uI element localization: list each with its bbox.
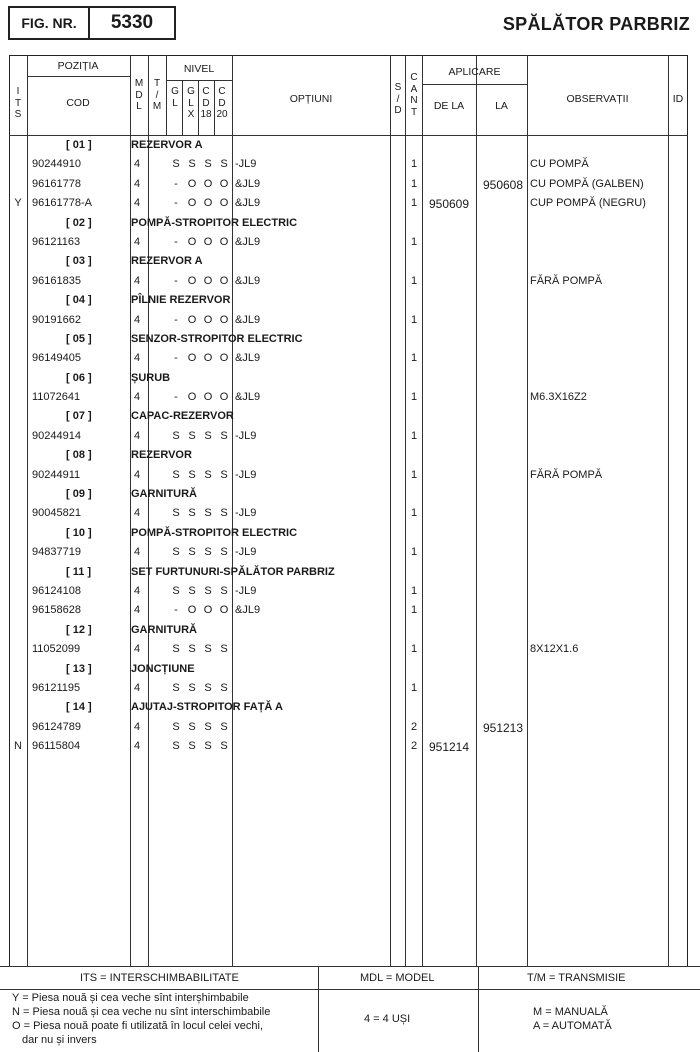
- lv1: S: [172, 429, 180, 442]
- lv4: O: [219, 604, 229, 617]
- cant-cell: 2: [410, 740, 418, 753]
- cod-cell: 96121163: [32, 235, 81, 248]
- dela-cell: 951214: [428, 740, 470, 755]
- lv3: O: [203, 391, 213, 404]
- table-row: [0, 504, 700, 523]
- table-row: [0, 466, 700, 485]
- table-row: [0, 543, 700, 562]
- lv1: S: [172, 584, 180, 597]
- lv3: O: [203, 352, 213, 365]
- lv2: O: [187, 274, 197, 287]
- section-name: ȘURUB: [131, 371, 171, 384]
- cant-cell: 1: [410, 681, 418, 694]
- col-header-cd18: C D 18: [200, 86, 212, 120]
- mdl-cell: 4: [134, 643, 141, 656]
- section-position: [ 09 ]: [66, 488, 92, 501]
- lv4: S: [220, 546, 228, 559]
- lv1: S: [172, 681, 180, 694]
- figure-number: 5330: [110, 12, 154, 33]
- legend-manual: M = MANUALĂ: [533, 1006, 608, 1018]
- page-title: SPĂLĂTOR PARBRIZ: [502, 14, 690, 34]
- cod-cell: 96115804: [32, 740, 81, 753]
- cod-cell: 96124108: [32, 584, 81, 597]
- mdl-cell: 4: [134, 197, 141, 210]
- legend: [0, 966, 700, 1052]
- table-row: [0, 679, 700, 698]
- col-header-id: ID: [672, 93, 684, 105]
- mdl-cell: 4: [134, 352, 141, 365]
- opt-cell: -JL9: [235, 507, 257, 520]
- col-header-gl: G L: [171, 86, 179, 109]
- lv2: S: [188, 546, 196, 559]
- section-row: [0, 369, 700, 388]
- section-name: GARNITURĂ: [131, 623, 197, 636]
- mdl-cell: 4: [134, 507, 141, 520]
- section-row: [0, 621, 700, 640]
- lv3: S: [204, 584, 212, 597]
- col-header-sd: S / D: [394, 82, 402, 116]
- mdl-cell: 4: [134, 391, 141, 404]
- cod-cell: 96124789: [32, 720, 81, 733]
- cod-cell: 96158628: [32, 604, 81, 617]
- section-name: AJUTAJ-STROPITOR FAȚĂ A: [131, 701, 283, 714]
- opt-cell: &JL9: [235, 235, 261, 248]
- lv4: O: [219, 177, 229, 190]
- mdl-cell: 4: [134, 177, 141, 190]
- section-position: [ 07 ]: [66, 410, 92, 423]
- col-header-pozitia: POZIȚIA: [57, 60, 99, 72]
- section-row: [0, 660, 700, 679]
- lv3: S: [204, 643, 212, 656]
- table-row: [0, 194, 700, 213]
- table-row: [0, 601, 700, 620]
- mdl-cell: 4: [134, 429, 141, 442]
- cant-cell: 1: [410, 352, 418, 365]
- lv1: S: [172, 468, 180, 481]
- col-header-its: I T S: [14, 86, 22, 120]
- section-row: [0, 698, 700, 717]
- lv3: O: [203, 274, 213, 287]
- lv3: O: [203, 177, 213, 190]
- lv3: O: [203, 235, 213, 248]
- col-header-observatii: OBSERVAȚII: [566, 93, 629, 105]
- section-position: [ 12 ]: [66, 623, 92, 636]
- header-line: [27, 76, 130, 77]
- lv3: S: [204, 429, 212, 442]
- table-row: [0, 175, 700, 194]
- mdl-cell: 4: [134, 546, 141, 559]
- lv3: O: [203, 604, 213, 617]
- opt-cell: &JL9: [235, 313, 261, 326]
- section-name: CAPAC-REZERVOR: [131, 410, 234, 423]
- lv3: S: [204, 468, 212, 481]
- lv2: O: [187, 352, 197, 365]
- cant-cell: 2: [410, 720, 418, 733]
- legend-o1: O = Piesa nouă poate fi utilizată în locul celei vechi,: [12, 1020, 264, 1032]
- lv3: S: [204, 720, 212, 733]
- legend-tm-title: T/M = TRANSMISIE: [527, 972, 626, 984]
- section-position: [ 10 ]: [66, 526, 92, 539]
- lv4: S: [220, 681, 228, 694]
- lv3: S: [204, 681, 212, 694]
- lv2: S: [188, 429, 196, 442]
- obs-cell: CUP POMPĂ (NEGRU): [530, 197, 646, 210]
- lv4: O: [219, 313, 229, 326]
- lv3: S: [204, 546, 212, 559]
- obs-cell: M6.3X16Z2: [530, 391, 587, 404]
- opt-cell: &JL9: [235, 604, 261, 617]
- col-header-dela: DE LA: [433, 100, 465, 112]
- mdl-cell: 4: [134, 235, 141, 248]
- lv4: S: [220, 507, 228, 520]
- lv2: S: [188, 584, 196, 597]
- col-header-cant: C A N T: [410, 72, 418, 118]
- cant-cell: 1: [410, 391, 418, 404]
- lv4: O: [219, 235, 229, 248]
- section-position: [ 04 ]: [66, 294, 92, 307]
- lv4: S: [220, 468, 228, 481]
- section-position: [ 05 ]: [66, 332, 92, 345]
- section-name: SET FURTUNURI-SPĂLĂTOR PARBRIZ: [131, 565, 335, 578]
- lv1: -: [174, 604, 178, 617]
- col-header-la: LA: [495, 100, 508, 112]
- header-line: [166, 80, 232, 81]
- lv2: S: [188, 507, 196, 520]
- lv1: -: [174, 391, 178, 404]
- section-row: [0, 446, 700, 465]
- lv1: S: [172, 158, 180, 171]
- lv2: S: [188, 643, 196, 656]
- opt-cell: -JL9: [235, 546, 257, 559]
- lv4: S: [220, 643, 228, 656]
- section-name: REZERVOR: [131, 449, 192, 462]
- section-position: [ 03 ]: [66, 255, 92, 268]
- col-header-cod: COD: [66, 97, 90, 109]
- lv2: O: [187, 235, 197, 248]
- section-name: SENZOR-STROPITOR ELECTRIC: [131, 332, 303, 345]
- lv3: O: [203, 313, 213, 326]
- mdl-cell: 4: [134, 681, 141, 694]
- table-row: [0, 272, 700, 291]
- cant-cell: 1: [410, 429, 418, 442]
- legend-mdl-title: MDL = MODEL: [360, 972, 435, 984]
- section-row: [0, 330, 700, 349]
- cant-cell: 1: [410, 507, 418, 520]
- mdl-cell: 4: [134, 158, 141, 171]
- lv1: -: [174, 197, 178, 210]
- legend-n: N = Piesa nouă și cea veche nu sînt interschimbabile: [12, 1006, 271, 1018]
- cant-cell: 1: [410, 177, 418, 190]
- section-position: [ 11 ]: [66, 565, 92, 578]
- cant-cell: 1: [410, 313, 418, 326]
- lv4: S: [220, 720, 228, 733]
- section-row: [0, 524, 700, 543]
- col-header-aplicare: APLICARE: [448, 66, 501, 78]
- lv1: -: [174, 274, 178, 287]
- table-row: [0, 233, 700, 252]
- lv2: O: [187, 313, 197, 326]
- cant-cell: 1: [410, 604, 418, 617]
- figure-number-box: [8, 6, 176, 40]
- cant-cell: 1: [410, 643, 418, 656]
- mdl-cell: 4: [134, 740, 141, 753]
- mdl-cell: 4: [134, 584, 141, 597]
- cant-cell: 1: [410, 546, 418, 559]
- dela-cell: 950609: [428, 197, 470, 212]
- cod-cell: 11052099: [32, 643, 81, 656]
- section-name: GARNITURĂ: [131, 488, 197, 501]
- opt-cell: &JL9: [235, 274, 261, 287]
- lv4: O: [219, 352, 229, 365]
- lv2: S: [188, 720, 196, 733]
- cod-cell: 96149405: [32, 352, 81, 365]
- lv1: -: [174, 235, 178, 248]
- mdl-cell: 4: [134, 720, 141, 733]
- table-row: [0, 737, 700, 756]
- obs-cell: CU POMPĂ: [530, 158, 589, 171]
- lv1: -: [174, 177, 178, 190]
- lv2: O: [187, 391, 197, 404]
- lv3: S: [204, 740, 212, 753]
- lv4: S: [220, 158, 228, 171]
- section-position: [ 08 ]: [66, 449, 92, 462]
- section-position: [ 06 ]: [66, 371, 92, 384]
- cant-cell: 1: [410, 235, 418, 248]
- cod-cell: 94837719: [32, 546, 81, 559]
- lv4: S: [220, 584, 228, 597]
- lv3: S: [204, 158, 212, 171]
- lv1: S: [172, 507, 180, 520]
- opt-cell: &JL9: [235, 177, 261, 190]
- cant-cell: 1: [410, 197, 418, 210]
- lv1: -: [174, 352, 178, 365]
- lv4: O: [219, 274, 229, 287]
- mdl-cell: 4: [134, 604, 141, 617]
- section-row: [0, 485, 700, 504]
- mdl-cell: 4: [134, 274, 141, 287]
- col-header-nivel: NIVEL: [183, 63, 215, 75]
- lv2: S: [188, 681, 196, 694]
- section-row: [0, 563, 700, 582]
- lv2: O: [187, 604, 197, 617]
- cant-cell: 1: [410, 274, 418, 287]
- header-line: [422, 84, 527, 85]
- section-position: [ 13 ]: [66, 662, 92, 675]
- legend-o2: dar nu și invers: [22, 1034, 97, 1046]
- opt-cell: -JL9: [235, 584, 257, 597]
- legend-mdl-value: 4 = 4 UȘI: [364, 1013, 411, 1025]
- table-row: [0, 311, 700, 330]
- mdl-cell: 4: [134, 468, 141, 481]
- la-cell: 950608: [482, 177, 524, 192]
- lv2: S: [188, 158, 196, 171]
- lv1: S: [172, 720, 180, 733]
- parts-rows: [0, 136, 700, 757]
- lv3: O: [203, 197, 213, 210]
- cant-cell: 1: [410, 468, 418, 481]
- cod-cell: 90244914: [32, 429, 81, 442]
- opt-cell: &JL9: [235, 352, 261, 365]
- section-row: [0, 252, 700, 271]
- obs-cell: 8X12X1.6: [530, 643, 579, 656]
- opt-cell: -JL9: [235, 429, 257, 442]
- cant-cell: 1: [410, 584, 418, 597]
- col-header-mdl: M D L: [134, 78, 144, 112]
- its-cell: N: [14, 740, 22, 753]
- section-row: [0, 407, 700, 426]
- section-position: [ 02 ]: [66, 216, 92, 229]
- col-divider: [182, 80, 183, 135]
- table-row: [0, 718, 700, 737]
- legend-y: Y = Piesa nouă și cea veche sînt interșhimbabile: [12, 992, 249, 1004]
- opt-cell: -JL9: [235, 158, 257, 171]
- table-row: [0, 388, 700, 407]
- lv4: O: [219, 197, 229, 210]
- lv4: S: [220, 429, 228, 442]
- obs-cell: CU POMPĂ (GALBEN): [530, 177, 644, 190]
- table-row: [0, 582, 700, 601]
- lv4: S: [220, 740, 228, 753]
- cod-cell: 96161778: [32, 177, 81, 190]
- section-position: [ 01 ]: [66, 139, 92, 151]
- lv2: O: [187, 197, 197, 210]
- col-header-cd20: C D 20: [216, 86, 228, 120]
- lv2: S: [188, 468, 196, 481]
- table-row: [0, 640, 700, 659]
- table-row: [0, 155, 700, 174]
- lv3: S: [204, 507, 212, 520]
- legend-automatic: A = AUTOMATĂ: [533, 1020, 612, 1032]
- legend-its-title: ITS = INTERSCHIMBABILITATE: [80, 972, 239, 984]
- lv1: S: [172, 643, 180, 656]
- lv1: S: [172, 740, 180, 753]
- section-name: JONCȚIUNE: [131, 662, 195, 675]
- obs-cell: FĂRĂ POMPĂ: [530, 468, 603, 481]
- table-row: [0, 427, 700, 446]
- table-row: [0, 349, 700, 368]
- col-header-optiuni: OPȚIUNI: [289, 93, 333, 105]
- section-row: [0, 214, 700, 233]
- section-row: [0, 291, 700, 310]
- cod-cell: 90045821: [32, 507, 81, 520]
- cod-cell: 90244911: [32, 468, 81, 481]
- section-name: REZERVOR A: [131, 255, 203, 268]
- col-header-tm: T / M: [152, 78, 162, 112]
- cod-cell: 90244910: [32, 158, 81, 171]
- section-name: POMPĂ-STROPITOR ELECTRIC: [131, 216, 298, 229]
- figure-label: FIG. NR.: [10, 8, 90, 38]
- mdl-cell: 4: [134, 313, 141, 326]
- obs-cell: FĂRĂ POMPĂ: [530, 274, 603, 287]
- section-row: [0, 136, 700, 155]
- cod-cell: 90191662: [32, 313, 81, 326]
- lv2: O: [187, 177, 197, 190]
- cod-cell: 96161778-A: [32, 197, 92, 210]
- opt-cell: &JL9: [235, 391, 261, 404]
- opt-cell: -JL9: [235, 468, 257, 481]
- cant-cell: 1: [410, 158, 418, 171]
- cod-cell: 96161835: [32, 274, 81, 287]
- lv1: S: [172, 546, 180, 559]
- cod-cell: 96121195: [32, 681, 81, 694]
- lv1: -: [174, 313, 178, 326]
- lv4: O: [219, 391, 229, 404]
- opt-cell: &JL9: [235, 197, 261, 210]
- cod-cell: 11072641: [32, 391, 81, 404]
- section-name: PÎLNIE REZERVOR: [131, 294, 231, 307]
- col-header-glx: G L X: [187, 86, 195, 120]
- section-position: [ 14 ]: [66, 701, 92, 714]
- la-cell: 951213: [482, 720, 524, 735]
- lv2: S: [188, 740, 196, 753]
- section-name: POMPĂ-STROPITOR ELECTRIC: [131, 526, 298, 539]
- section-name: REZERVOR A: [131, 139, 203, 151]
- its-cell: Y: [14, 197, 22, 210]
